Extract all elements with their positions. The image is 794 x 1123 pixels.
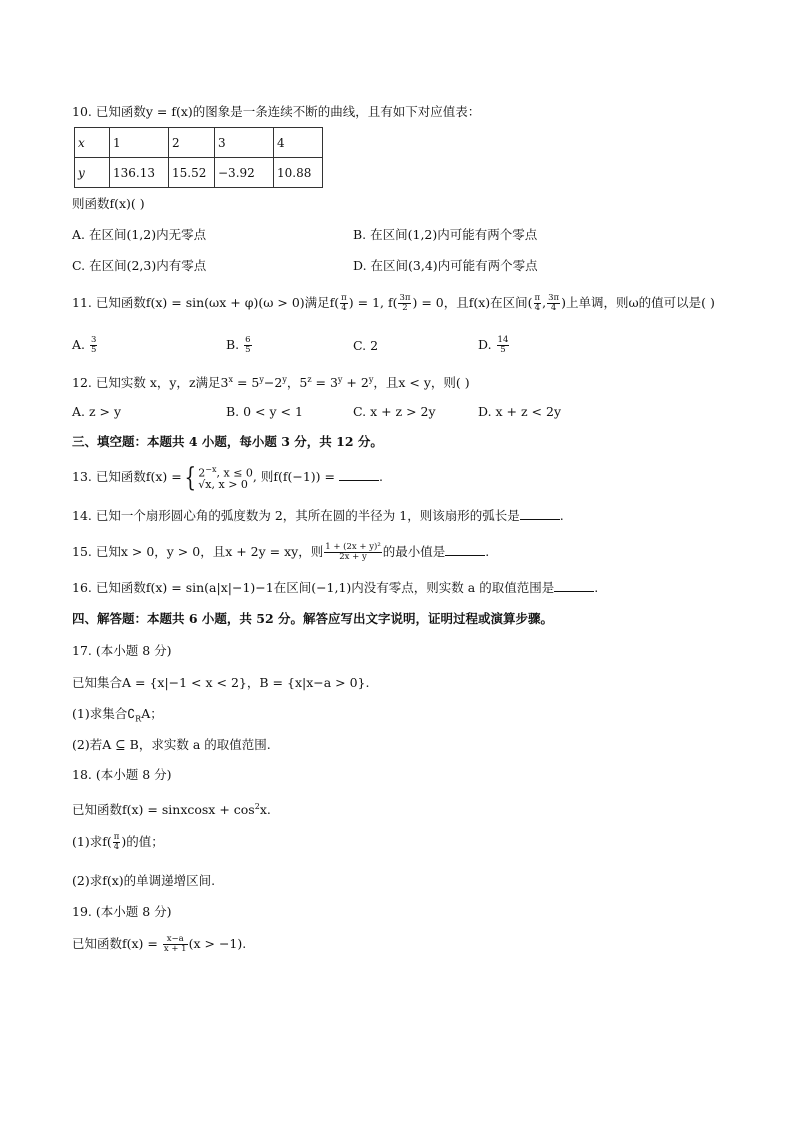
- denominator: 5: [245, 345, 251, 355]
- denominator: 4: [550, 303, 557, 313]
- numerator: π: [534, 293, 541, 303]
- subscript: R: [135, 714, 142, 724]
- numerator: π: [113, 832, 120, 842]
- superscript: −x: [205, 464, 217, 474]
- q18-text: (1)求f(: [72, 834, 112, 849]
- q10-prompt: 则函数f(x)( ): [72, 196, 145, 211]
- denominator: x + 1: [163, 944, 187, 954]
- q13-text: 13. 已知函数f(x) =: [72, 469, 182, 484]
- q12-text: ，且x < y，则( ): [373, 375, 470, 391]
- q12-text: −2: [263, 375, 283, 391]
- option-label: A.: [72, 337, 89, 352]
- table-cell: 10.88: [274, 158, 323, 188]
- q18-header: 18. (本小题 8 分): [72, 767, 172, 782]
- case-1: [198, 464, 253, 480]
- q11-text: ) = 1, f(: [348, 295, 398, 310]
- q12-option-a: A. z > y: [72, 404, 122, 419]
- q12-text: = 3: [311, 375, 338, 391]
- q18-part-1: [72, 831, 164, 853]
- q17-text: (1)求集合∁: [72, 706, 136, 721]
- answer-blank: [445, 544, 485, 556]
- period: .: [378, 469, 383, 484]
- q11-option-c: C. 2: [353, 338, 379, 353]
- q13-stem: [72, 462, 383, 492]
- q17-header: 17. (本小题 8 分): [72, 643, 172, 658]
- answer-blank: [520, 508, 560, 520]
- q19-text: (x > −1).: [188, 936, 247, 951]
- q12-stem: [72, 372, 470, 391]
- q12-option-b: B. 0 < y < 1: [226, 404, 303, 419]
- q12-text: = 5: [233, 375, 260, 391]
- q11-option-b: [226, 336, 253, 355]
- fraction: [90, 336, 97, 355]
- superscript: y: [282, 375, 287, 384]
- q17-text: A；: [141, 706, 163, 721]
- table-row: [75, 158, 323, 188]
- fraction: [324, 543, 382, 562]
- q10-option-a: A. 在区间(1,2)内无零点: [72, 227, 207, 242]
- fraction: [497, 336, 510, 355]
- fraction: [163, 935, 188, 954]
- brace-symbol: {: [184, 462, 196, 493]
- q12-text: + 2: [342, 375, 369, 391]
- superscript: x: [228, 375, 233, 384]
- q17-part-1: [72, 706, 163, 728]
- superscript: z: [307, 375, 312, 384]
- q17-stem: 已知集合A = {x|−1 < x < 2}，B = {x|x−a > 0}.: [72, 675, 370, 690]
- q15-text: 的最小值是: [382, 544, 446, 559]
- q10-option-c: C. 在区间(2,3)内有零点: [72, 258, 207, 273]
- superscript: y: [259, 375, 264, 384]
- table-row: [75, 128, 323, 158]
- section-3-heading: 三、填空题：本题共 4 小题，每小题 3 分，共 12 分。: [72, 434, 383, 449]
- superscript: y: [368, 375, 374, 384]
- fraction: [534, 294, 542, 313]
- q19-stem: [72, 933, 246, 955]
- q15-stem: [72, 541, 489, 563]
- case-text: , x ≤ 0: [216, 466, 253, 480]
- fraction: [244, 336, 251, 355]
- table-cell: 2: [169, 128, 215, 158]
- fraction: [398, 294, 411, 313]
- q16-stem: [72, 580, 598, 596]
- q19-header: 19. (本小题 8 分): [72, 904, 172, 919]
- period: .: [559, 508, 564, 523]
- q17-part-2: (2)若A ⊆ B，求实数 a 的取值范围.: [72, 737, 271, 752]
- answer-blank: [554, 580, 594, 592]
- q14-stem: [72, 508, 564, 524]
- q10-option-d: D. 在区间(3,4)内可能有两个零点: [353, 258, 538, 273]
- q11-text: )上单调，则ω的值可以是( ): [561, 295, 715, 310]
- q12-option-c: C. x + z > 2y: [353, 404, 436, 419]
- numerator: 6: [245, 335, 251, 345]
- numerator: 3: [90, 335, 97, 345]
- q12-text: ，5: [286, 375, 308, 391]
- q18-text: )的值；: [121, 834, 164, 849]
- piecewise-cases: [198, 464, 253, 492]
- option-label: D.: [478, 337, 496, 352]
- numerator: 1 + (2x + y)²: [325, 542, 381, 552]
- case-text: 2: [198, 466, 206, 480]
- q11-text: 11. 已知函数f(x) = sin(ωx + φ)(ω > 0)满足f(: [72, 295, 340, 310]
- section-4-heading: 四、解答题：本题共 6 小题，共 52 分。解答应写出文字说明，证明过程或演算步骤。: [72, 611, 554, 626]
- q16-text: 16. 已知函数f(x) = sin(a|x|−1)−1在区间(−1,1)内没有零点，则实数 a 的取值范围是: [72, 580, 555, 595]
- denominator: 5: [500, 345, 506, 355]
- q18-stem: [72, 799, 271, 818]
- option-label: B.: [226, 337, 244, 352]
- table-cell: y: [75, 158, 110, 188]
- table-cell: −3.92: [215, 158, 274, 188]
- table-cell: 3: [215, 128, 274, 158]
- period: .: [594, 580, 599, 595]
- denominator: 2x + y: [339, 552, 367, 562]
- numerator: x−a: [163, 935, 188, 945]
- q13-text: , 则f(f(−1)) =: [252, 469, 339, 484]
- fraction: [340, 294, 348, 313]
- case-2: √x, x > 0: [198, 478, 248, 492]
- fraction: [547, 294, 560, 313]
- superscript: y: [337, 375, 343, 384]
- numerator: π: [341, 293, 347, 303]
- denominator: 2: [402, 303, 408, 313]
- numerator: 14: [497, 335, 509, 345]
- denominator: 4: [113, 842, 120, 852]
- q10-stem: 10. 已知函数y = f(x)的图象是一条连续不断的曲线，且有如下对应值表：: [72, 104, 481, 119]
- q18-text: x.: [259, 802, 271, 818]
- numerator: 3π: [548, 293, 560, 303]
- q12-option-d: D. x + z < 2y: [478, 404, 562, 419]
- table-cell: 15.52: [169, 158, 215, 188]
- table-cell: 136.13: [110, 158, 169, 188]
- denominator: 4: [341, 303, 347, 313]
- superscript: 2: [254, 802, 260, 811]
- q14-text: 14. 已知一个扇形圆心角的弧度数为 2，其所在圆的半径为 1，则该扇形的弧长是: [72, 508, 520, 523]
- table-cell: 1: [110, 128, 169, 158]
- q11-option-a: [72, 336, 98, 355]
- q18-text: 已知函数f(x) = sinxcosx + cos: [72, 802, 255, 818]
- denominator: 4: [534, 303, 541, 313]
- period: .: [485, 544, 490, 559]
- q11-text: ) = 0，且f(x)在区间(: [412, 295, 533, 310]
- q10-option-b: B. 在区间(1,2)内可能有两个零点: [353, 227, 538, 242]
- q12-text: 12. 已知实数 x，y，z满足3: [72, 375, 229, 391]
- numerator: 3π: [399, 293, 411, 303]
- q11-option-d: [478, 336, 510, 355]
- q15-text: 15. 已知x > 0，y > 0，且x + 2y = xy，则: [72, 544, 324, 559]
- fraction: [113, 833, 121, 852]
- denominator: 5: [90, 345, 97, 355]
- table-cell: 4: [274, 128, 323, 158]
- q11-stem: 11. 已知函数f(x) = sin(ωx + φ)(ω > 0)满足f( $\frac{\pi}{4}$ ) = 1, f( $\frac{3\pi}{2}$ ) = 0，且f(x)在区间( $\frac{\pi}{4}$ , $\frac{3\pi}{4}$ )上单调，则ω的值可以是( ): [72, 293, 715, 313]
- value-table: [74, 127, 323, 188]
- q18-part-2: (2)求f(x)的单调递增区间.: [72, 873, 216, 888]
- answer-blank: [339, 469, 379, 481]
- q19-text: 已知函数f(x) =: [72, 936, 162, 951]
- table-cell: x: [75, 128, 110, 158]
